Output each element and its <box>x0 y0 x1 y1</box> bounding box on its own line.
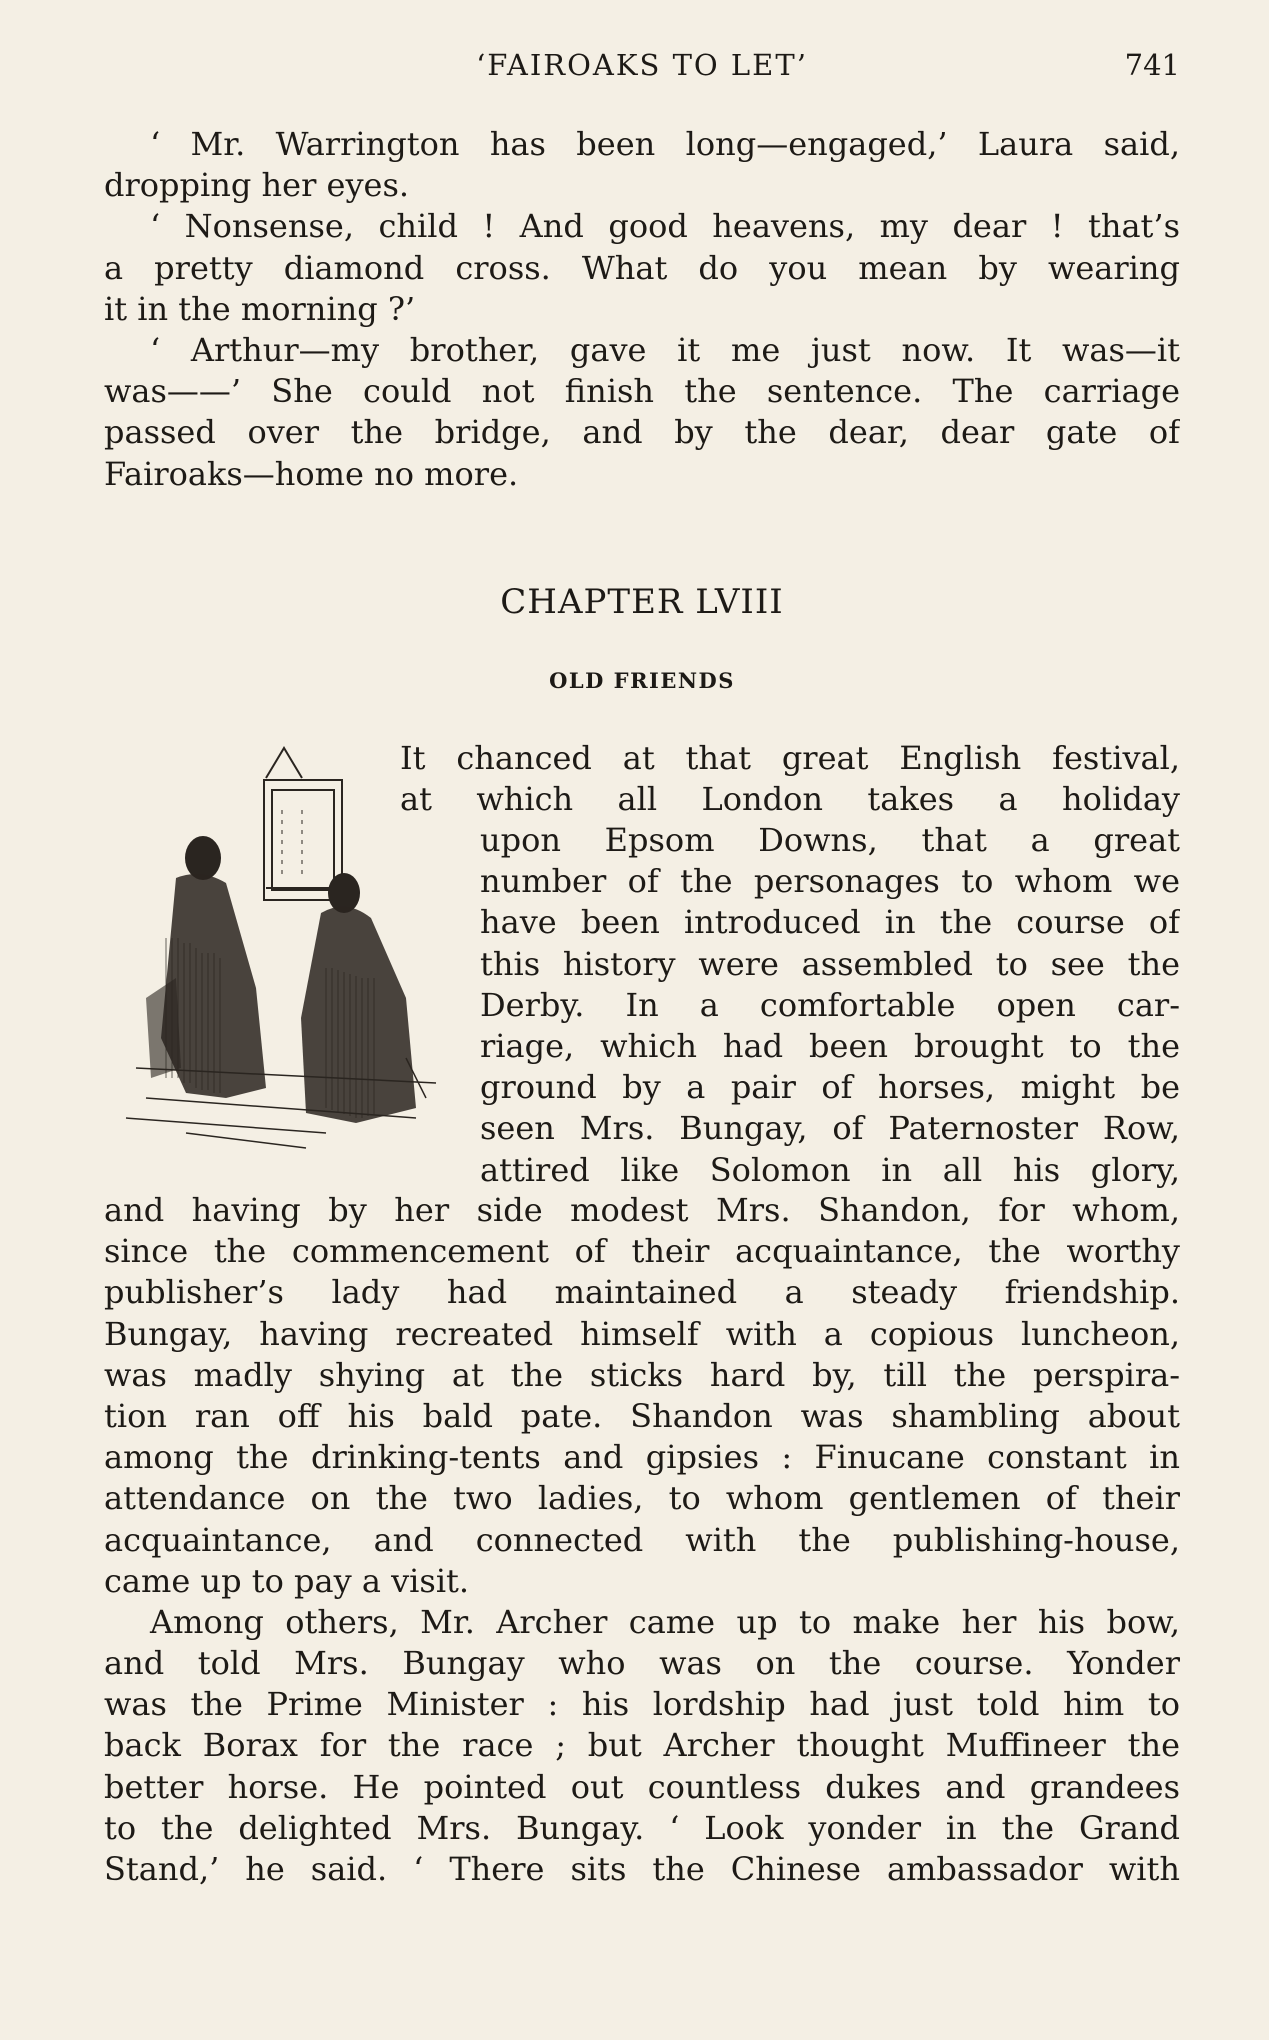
text-line: at which all London takes a holiday <box>400 780 1180 819</box>
text-line: ground by a pair of horses, might be <box>480 1068 1180 1107</box>
text-line: back Borax for the race ; but Archer thought Muffineer the <box>104 1726 1180 1765</box>
text-line: riage, which had been brought to the <box>480 1026 1180 1065</box>
running-head: ‘FAIROAKS TO LET’ <box>476 48 808 82</box>
text-line: this history were assembled to see the <box>480 944 1180 983</box>
text-line: since the commencement of their acquaintance, the worthy <box>104 1232 1180 1271</box>
text-line: upon Epsom Downs, that a great <box>480 821 1180 859</box>
text-line: acquaintance, and connected with the publishing-house, <box>104 1520 1180 1559</box>
text-line: ‘ Nonsense, child ! And good heavens, my dear ! that’s <box>150 207 1180 246</box>
text-line: tion ran off his bald pate. Shandon was shambling about <box>104 1396 1180 1435</box>
text-line: was madly shying at the sticks hard by, till the perspira- <box>104 1355 1180 1394</box>
text-line: and told Mrs. Bungay who was on the course. Yonder <box>104 1644 1180 1683</box>
text-line: Derby. In a comfortable open car- <box>480 985 1180 1024</box>
chapter-title: CHAPTER LVIII <box>500 582 784 622</box>
text-line: was——’ She could not finish the sentence. The carriage <box>104 372 1180 411</box>
text-line: among the drinking-tents and gipsies : Finucane constant in <box>104 1438 1180 1477</box>
text-line: ‘ Mr. Warrington has been long—engaged,’ Laura said, <box>150 125 1180 163</box>
text-line: attendance on the two ladies, to whom gentlemen of their <box>104 1479 1180 1518</box>
text-line: Among others, Mr. Archer came up to make her his bow, <box>150 1602 1180 1641</box>
text-line: a pretty diamond cross. What do you mean by wearing <box>104 248 1180 287</box>
text-line: better horse. He pointed out countless dukes and grandees <box>104 1767 1180 1806</box>
text-line: passed over the bridge, and by the dear, dear gate of <box>104 413 1180 452</box>
text-line: have been introduced in the course of <box>480 903 1180 942</box>
text-line: Bungay, having recreated himself with a copious luncheon, <box>104 1314 1180 1353</box>
text-line: it in the morning ?’ <box>104 289 416 328</box>
text-line: publisher’s lady had maintained a steady friendship. <box>104 1273 1180 1312</box>
chapter-opening-wrap-narrow <box>480 820 1180 1191</box>
text-line: number of the personages to whom we <box>480 862 1180 901</box>
page-number: 741 <box>1124 48 1180 82</box>
text-line: Stand,’ he said. ‘ There sits the Chinese ambassador with <box>104 1850 1180 1888</box>
text-line: seen Mrs. Bungay, of Paternoster Row, <box>480 1109 1180 1148</box>
text-line: dropping her eyes. <box>104 166 410 205</box>
text-line: came up to pay a visit. <box>104 1561 470 1600</box>
closing-paragraphs <box>104 124 1180 495</box>
text-line: attired like Solomon in all his glory, <box>480 1150 1180 1189</box>
text-line: ‘ Arthur—my brother, gave it me just now. It was—it <box>150 330 1180 369</box>
text-line: was the Prime Minister : his lordship had just told him to <box>104 1685 1180 1724</box>
text-line: Fairoaks—home no more. <box>104 454 519 493</box>
page-header <box>104 48 1180 88</box>
text-line <box>400 738 1180 779</box>
chapter-body <box>104 1190 1180 1890</box>
text-line: to the delighted Mrs. Bungay. ‘ Look yonder in the Grand <box>104 1808 1180 1847</box>
text-line-inner: It chanced at that great English festival, <box>400 739 1180 777</box>
chapter-opening-wrap <box>400 738 1180 820</box>
text-line: and having by her side modest Mrs. Shandon, for whom, <box>104 1191 1180 1229</box>
chapter-subtitle: OLD FRIENDS <box>549 668 735 693</box>
